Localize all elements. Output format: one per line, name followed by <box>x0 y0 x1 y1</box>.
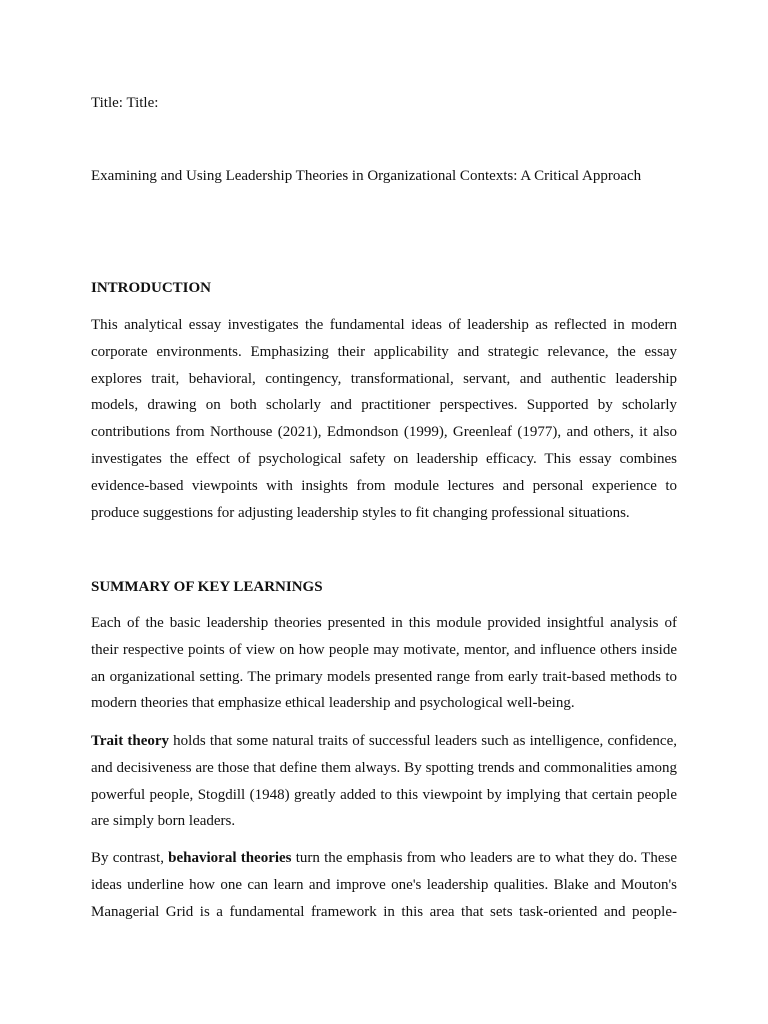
behavioral-theories-text: turn the emphasis from who leaders are to what they do. These ideas underline how one can learn and improve one's leadership qualities. Blake and Mouton's Managerial Grid is a fundamental framework in this area that sets task-oriented and people- <box>91 850 677 920</box>
summary-paragraph: Each of the basic leadership theories presented in this module provided insightful analysis of their respective points of view on how people may motivate, mentor, and influence others inside an organizational setting. The primary models presented range from early trait-based methods to modern theories that emphasize ethical leadership and psychological well-being. <box>91 615 677 712</box>
trait-theory-term: Trait theory <box>91 733 170 749</box>
behavioral-theories-paragraph <box>91 845 677 925</box>
essay-title: Examining and Using Leadership Theories in Organizational Contexts: A Critical Approach <box>91 168 642 184</box>
introduction-paragraph: This analytical essay investigates the fundamental ideas of leadership as reflected in modern corporate environments. Emphasizing their applicability and strategic relevance, the essay explores trait, behavioral, contingency, transformational, servant, and authentic leadership models, drawing on both scholarly and practitioner perspectives. Supported by scholarly contributions from Northouse (2021), Edmondson (1999), Greenleaf (1977), and others, it also investigates the effect of psychological safety on leadership efficacy. This essay combines evidence-based viewpoints with insights from module lectures and personal experience to produce suggestions for adjusting leadership styles to fit changing professional situations. <box>91 317 677 521</box>
introduction-heading: INTRODUCTION <box>91 280 212 296</box>
title-line: Title: Title: <box>91 95 159 111</box>
trait-theory-text: holds that some natural traits of successful leaders such as intelligence, confidence, and decisiveness are those that define them always. By spotting trends and commonalities among powerful people, Stogdill (1948) greatly added to this viewpoint by implying that certain people are simply born leaders. <box>91 733 677 830</box>
trait-theory-paragraph <box>91 728 677 835</box>
behavioral-lead-text: By contrast, <box>91 850 169 866</box>
behavioral-theories-term: behavioral theories <box>168 850 292 866</box>
summary-heading: SUMMARY OF KEY LEARNINGS <box>91 579 323 595</box>
